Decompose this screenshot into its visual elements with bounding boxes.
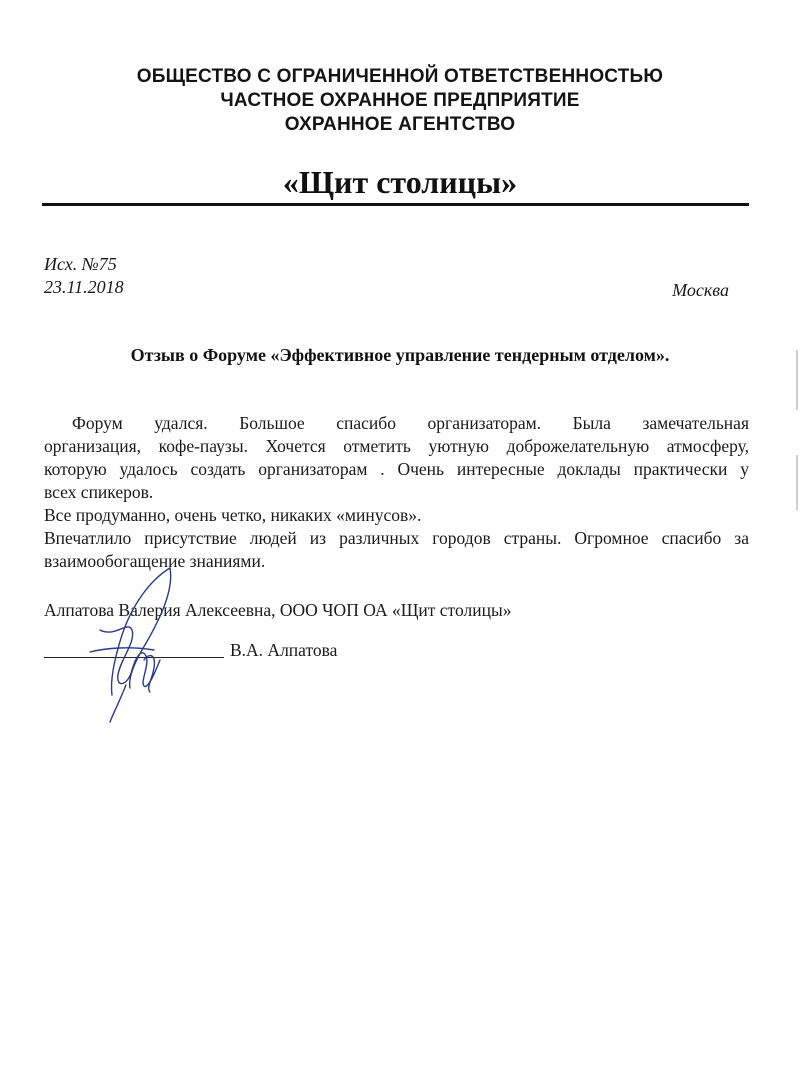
body-line-4: всех спикеров. [44,482,154,502]
letter-subject: Отзыв о Форуме «Эффективное управление тендерным отделом». [130,345,670,365]
org-line-2: ЧАСТНОЕ ОХРАННОЕ ПРЕДПРИЯТИЕ [220,90,580,111]
outgoing-number: Исх. №75 [44,254,117,274]
body-line-7: взаимообогащение знаниями. [44,551,266,571]
org-line-1: ОБЩЕСТВО С ОГРАНИЧЕННОЙ ОТВЕТСТВЕННОСТЬЮ [136,66,664,87]
body-line-6: Впечатлило присутствие людей из различных городов страны. Огромное спасибо за [44,528,749,548]
company-brand: «Щит столицы» [282,164,518,200]
scan-edge-mark [796,455,798,510]
letter-date: 23.11.2018 [44,277,124,297]
scan-edge-mark [796,350,798,410]
body-line-2: организация, кофе-паузы. Хочется отметить уютную доброжелательную атмосферу, [44,436,749,456]
header-divider [42,203,749,206]
letter-city: Москва [672,280,729,300]
signature-name: В.А. Алпатова [230,640,338,660]
body-line-3: которую удалось создать организаторам . Очень интересные доклады практически у [44,459,749,479]
body-line-5: Все продуманно, очень четко, никаких «минусов». [44,505,422,525]
handwritten-signature [70,560,200,730]
org-line-3: ОХРАННОЕ АГЕНТСТВО [284,114,516,135]
body-line-1: Форум удался. Большое спасибо организаторам. Была замечательная [72,413,749,433]
signature-author: Алпатова Валерия Алексеевна, ООО ЧОП ОА «Щит столицы» [44,600,512,620]
